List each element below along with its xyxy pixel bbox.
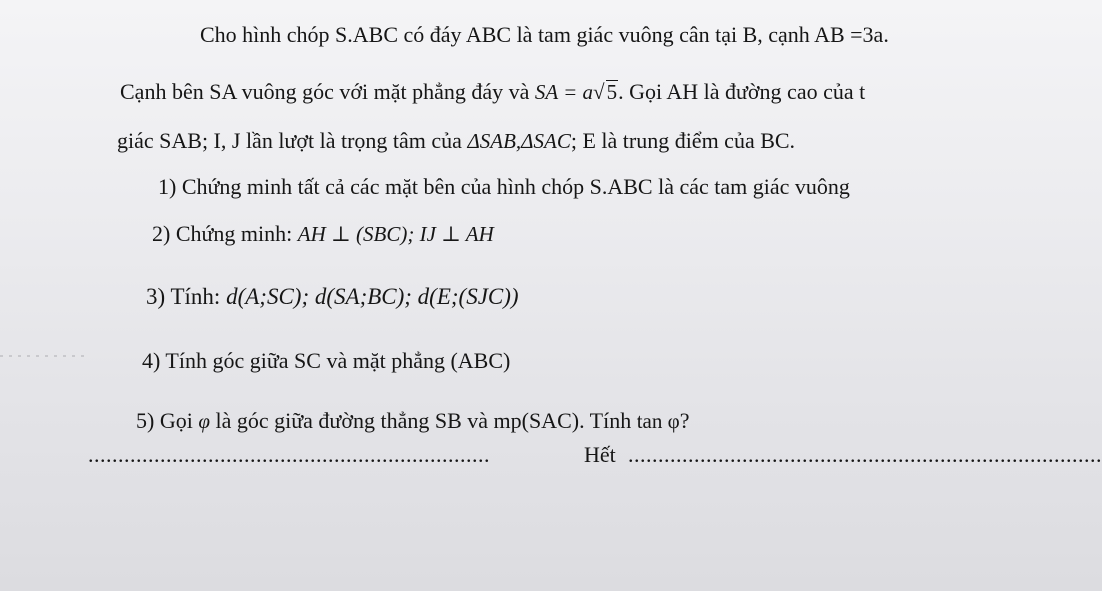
margin-dotted-mark	[0, 355, 90, 357]
intro-line-3-text-a: giác SAB; I, J lần lượt là trọng tâm của	[117, 128, 468, 153]
question-2-label: 2) Chứng minh:	[152, 221, 298, 246]
question-5-label-a: 5) Gọi	[136, 408, 199, 433]
intro-line-2-text-b: . Gọi AH là đường cao của t	[618, 79, 866, 104]
tan-phi-formula: tan φ	[636, 409, 680, 433]
sa-formula-lhs: SA = a	[534, 80, 594, 104]
question-2-formula: AH ⊥ (SBC); IJ ⊥ AH	[297, 222, 494, 246]
end-marker: Hết	[584, 442, 616, 467]
intro-line-2	[120, 80, 865, 103]
question-5-mark: ?	[679, 408, 690, 433]
sa-formula	[535, 80, 618, 104]
intro-line-2-text-a: Cạnh bên SA vuông góc với mặt phẳng đáy và	[120, 79, 535, 104]
question-3-label: 3) Tính:	[146, 284, 227, 309]
question-2	[152, 223, 494, 245]
question-5	[136, 410, 690, 432]
footer-dots-right: ...............................................................................	[628, 442, 1102, 467]
question-5-label-b: là góc giữa đường thẳng SB và mp(SAC). Tính	[209, 408, 637, 433]
sqrt-sign: √	[593, 80, 605, 104]
question-3-formula: d(A;SC); d(SA;BC); d(E;(SJC))	[226, 284, 519, 309]
footer-dots-left: ...................................................................	[88, 442, 490, 467]
question-4: 4) Tính góc giữa SC và mặt phẳng (ABC)	[142, 348, 511, 373]
sqrt-radicand: 5	[606, 80, 618, 104]
intro-line-3	[117, 130, 795, 152]
intro-line-1: Cho hình chóp S.ABC có đáy ABC là tam giác vuông cân tại B, cạnh AB =3a.	[200, 22, 889, 47]
question-3	[146, 285, 519, 308]
triangles-formula: ΔSAB,ΔSAC	[467, 129, 571, 153]
phi-symbol: φ	[198, 409, 210, 433]
question-1: 1) Chứng minh tất cả các mặt bên của hình chóp S.ABC là các tam giác vuông	[158, 174, 850, 199]
intro-line-3-text-b: ; E là trung điểm của BC.	[570, 128, 796, 153]
